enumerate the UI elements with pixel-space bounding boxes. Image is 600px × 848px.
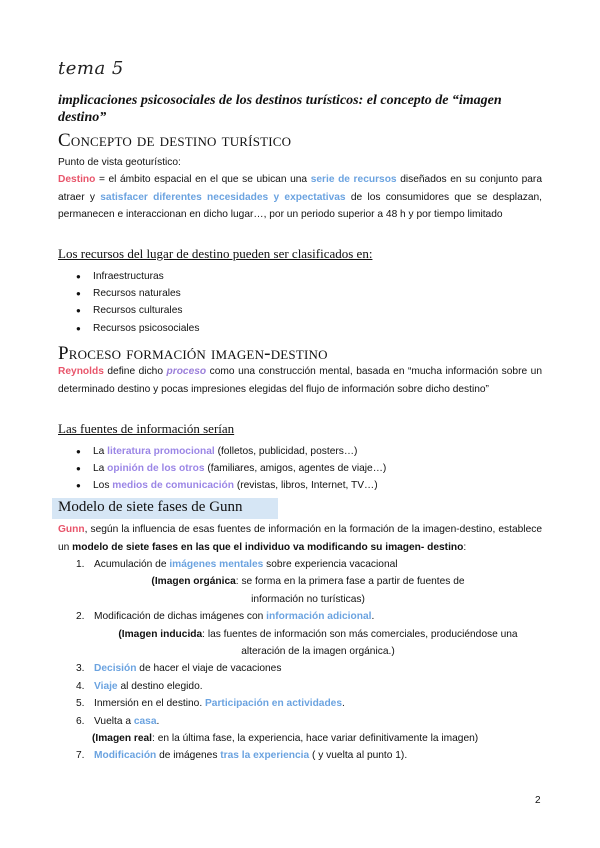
step-2 — [58, 608, 548, 625]
text: al destino elegido. — [117, 680, 203, 692]
step-number: 5. — [76, 698, 85, 710]
highlight-participacion: Participación en actividades — [205, 698, 343, 710]
highlight-source: opinión de los otros — [107, 463, 205, 475]
list-item — [58, 477, 386, 494]
topic-label: tema 5 — [58, 58, 124, 79]
step-number: 7. — [76, 750, 85, 762]
text: Los — [93, 480, 113, 492]
list-item: ● Recursos naturales — [58, 285, 199, 302]
highlight-tras-experiencia: tras la experiencia — [220, 750, 310, 762]
note-imagen-inducida — [58, 626, 548, 661]
document-subtitle: implicaciones psicosociales de los destinos turísticos: el concepto de “imagen destino” — [58, 93, 502, 125]
note-term: (Imagen real — [92, 733, 153, 745]
list-item: ● Recursos culturales — [58, 302, 199, 319]
text: : las fuentes de información son más comerciales, produciéndose una alteración de la imagen orgánica.) — [202, 628, 518, 658]
bold-modelo: modelo de siete fases en las que el individuo va modificando su imagen- destino — [72, 541, 464, 553]
step-6 — [58, 713, 548, 730]
text: diseñados en su conjunto para atraer y — [58, 174, 542, 203]
section-heading-gunn: Modelo de siete fases de Gunn — [58, 499, 243, 515]
destino-definition — [58, 171, 542, 224]
text: . — [371, 611, 375, 623]
term-reynolds: Reynolds — [58, 366, 104, 377]
text: Inmersión en el destino. — [94, 698, 205, 710]
highlight-serie-recursos: serie de recursos — [310, 174, 397, 185]
highlight-modificacion: Modificación — [94, 750, 157, 762]
step-7 — [58, 747, 548, 764]
text: Acumulación de — [94, 559, 170, 570]
note-imagen-organica — [58, 573, 548, 608]
term-gunn: Gunn — [58, 524, 85, 535]
page-number: 2 — [535, 795, 541, 806]
text: Modificación de dichas imágenes con — [94, 611, 267, 623]
text: La — [93, 446, 108, 457]
highlight-necesidades: satisfacer diferentes necesidades y expectativas — [100, 191, 346, 203]
highlight-viaje: Viaje — [94, 680, 118, 692]
resources-title: Los recursos del lugar de destino pueden ser clasificados en: — [58, 246, 373, 261]
text: de hacer el viaje de vacaciones — [136, 663, 282, 675]
note-term: (Imagen orgánica — [151, 576, 236, 588]
text: Vuelta a — [94, 715, 134, 727]
highlight-imagenes-mentales: imágenes mentales — [169, 559, 264, 570]
text: La — [93, 463, 108, 475]
highlight-source: medios de comunicación — [112, 480, 234, 492]
text: , según la influencia de esas fuentes de información en la formación de la imagen-destino, establece un — [58, 524, 542, 553]
highlight-informacion-adicional: información adicional — [266, 611, 372, 623]
list-item — [58, 443, 386, 460]
text: . — [342, 698, 345, 710]
highlight-decision: Decisión — [94, 663, 137, 675]
text: ( y vuelta al punto 1). — [309, 750, 408, 762]
list-item: ● Recursos psicosociales — [58, 320, 199, 337]
gunn-paragraph — [58, 521, 542, 556]
text: sobre experiencia vacacional — [263, 559, 398, 570]
list-item — [58, 460, 386, 477]
highlight-casa: casa — [133, 715, 157, 727]
sources-list — [58, 443, 386, 495]
text: de los consumidores que se desplazan, permanecen e interaccionan en dicho lugar…, por un periodo superior a 48 h y por tiempo limitado — [58, 191, 542, 221]
text: (folletos, publicidad, posters…) — [214, 446, 358, 457]
section-heading-destino: Concepto de destino turístico — [58, 130, 292, 151]
text: : — [463, 541, 467, 553]
step-number: 4. — [76, 680, 85, 692]
step-4 — [58, 678, 548, 695]
text: . — [156, 715, 160, 727]
text: define dicho — [103, 366, 167, 377]
text: de imágenes — [156, 750, 221, 762]
text: = el ámbito espacial en el que se ubican una — [95, 174, 311, 185]
text: : se forma en la primera fase a partir de fuentes de información no turísticas) — [235, 576, 465, 605]
step-3 — [58, 660, 548, 677]
note-term: (Imagen inducida — [118, 628, 203, 640]
resources-list — [58, 268, 199, 337]
text: (revistas, libros, Internet, TV…) — [233, 480, 378, 492]
step-number: 1. — [76, 559, 85, 570]
step-1 — [58, 556, 548, 573]
highlight-source: literatura promocional — [107, 446, 215, 457]
note-imagen-real — [58, 730, 548, 747]
highlight-proceso: proceso — [166, 366, 207, 377]
step-5 — [58, 695, 548, 712]
step-number: 3. — [76, 663, 85, 675]
step-number: 6. — [76, 715, 85, 727]
text: : en la última fase, la experiencia, hace variar definitivamente la imagen) — [152, 733, 479, 745]
step-number: 2. — [76, 611, 85, 623]
section-heading-proceso: Proceso formación imagen-destino — [58, 343, 328, 364]
text: como una construcción mental, basada en “mucha información sobre un determinado destino y pocas impresiones elegidas del flujo de información sobre dicho destino” — [58, 366, 542, 395]
term-destino: Destino — [58, 174, 96, 185]
reynolds-paragraph — [58, 363, 542, 398]
list-item: ● Infraestructuras — [58, 268, 199, 285]
sources-title: Las fuentes de información serían — [58, 421, 235, 436]
text: (familiares, amigos, agentes de viaje…) — [204, 463, 387, 475]
intro-line: Punto de vista geoturístico: — [58, 157, 181, 168]
gunn-steps-list — [58, 556, 548, 765]
